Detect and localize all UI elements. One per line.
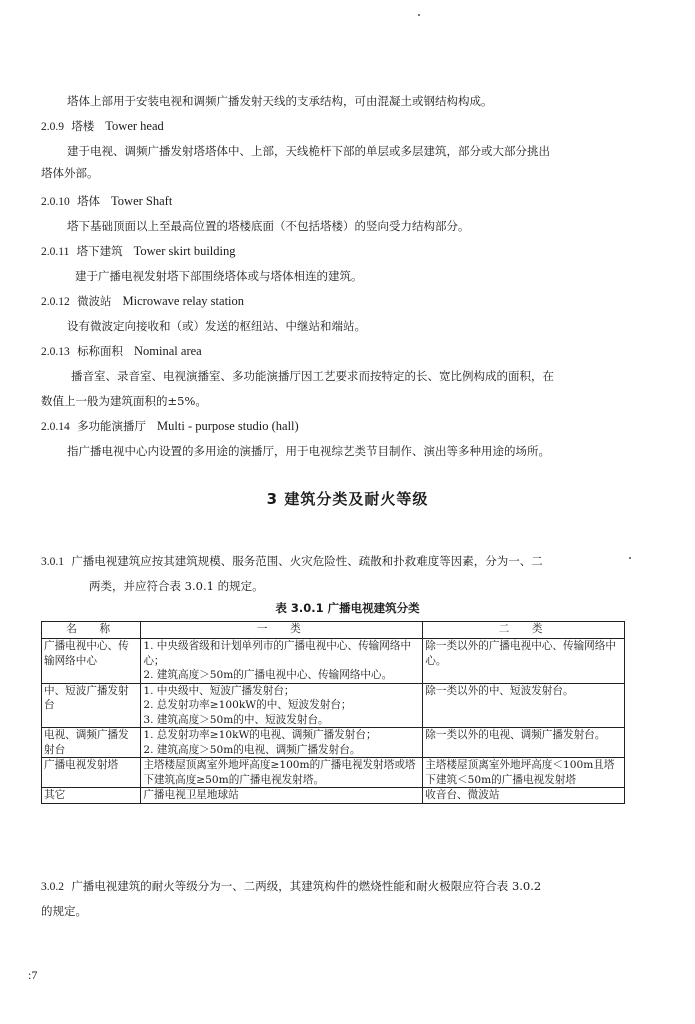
row-class-two-cell: 主塔楼屋顶离室外地坪高度＜100m且塔下建筑＜50m的广播电视发射塔 bbox=[423, 758, 625, 788]
row-name-cell: 其它 bbox=[42, 788, 141, 804]
paragraph-tower-body: 塔体上部用于安装电视和调频广播发射天线的支承结构，可由混凝土或钢结构构成。 bbox=[67, 94, 493, 108]
paragraph-multipurpose: 指广播电视中心内设置的多用途的演播厅，用于电视综艺类节目制作、演出等多种用途的场所。 bbox=[67, 444, 550, 458]
paragraph-tower-skirt: 建于广播电视发射塔下部围绕塔体或与塔体相连的建筑。 bbox=[75, 269, 363, 283]
paragraph-tower-shaft: 塔下基础顶面以上至最高位置的塔楼底面（不包括塔楼）的竖向受力结构部分。 bbox=[67, 219, 470, 233]
table-row bbox=[42, 728, 625, 758]
table-row bbox=[42, 683, 625, 728]
row-class-one-cell: 1. 中央级省级和计划单列市的广播电视中心、传输网络中心； 2. 建筑高度＞50m的广播电视中心、传输网络中心。 bbox=[141, 639, 423, 684]
row-class-two-cell: 收音台、微波站 bbox=[423, 788, 625, 804]
page-number: :7 bbox=[28, 968, 38, 982]
table-caption: 表 3.0.1 广播电视建筑分类 bbox=[275, 601, 420, 615]
row-name-cell: 中、短波广播发射台 bbox=[42, 683, 141, 728]
row-class-two-cell: 除一类以外的中、短波发射台。 bbox=[423, 683, 625, 728]
row-class-one-cell: 1. 总发射功率≥10kW的电视、调频广播发射台； 2. 建筑高度＞50m的电视、调频广播发射台。 bbox=[141, 728, 423, 758]
header-name: 名 称 bbox=[42, 622, 141, 639]
table-header-row bbox=[42, 622, 625, 639]
header-class-two: 二 类 bbox=[423, 622, 625, 639]
row-class-one-cell: 主塔楼屋顶离室外地坪高度≥100m的广播电视发射塔或塔下建筑高度≥50m的广播电视发射塔。 bbox=[141, 758, 423, 788]
table-row bbox=[42, 639, 625, 684]
row-class-two-cell: 除一类以外的电视、调频广播发射台。 bbox=[423, 728, 625, 758]
row-class-two-cell: 除一类以外的广播电视中心、传输网络中心。 bbox=[423, 639, 625, 684]
header-class-one: 一 类 bbox=[141, 622, 423, 639]
paragraph-microwave: 设有微波定向接收和（或）发送的枢纽站、中继站和端站。 bbox=[67, 319, 366, 333]
term-2-0-10: 2.0.10 塔体 Tower Shaft bbox=[41, 194, 173, 208]
row-name-cell: 电视、调频广播发射台 bbox=[42, 728, 141, 758]
classification-table bbox=[41, 621, 625, 804]
table-row bbox=[42, 758, 625, 788]
paragraph-nominal-l2: 数值上一般为建筑面积的±5%。 bbox=[41, 394, 207, 408]
scan-speck bbox=[418, 14, 420, 16]
clause-3-0-1-l1: 3.0.1 广播电视建筑应按其建筑规模、服务范围、火灾危险性、疏散和扑救难度等因素，分为一、二 bbox=[41, 554, 543, 568]
term-2-0-9: 2.0.9 塔楼 Tower head bbox=[41, 119, 164, 133]
section-heading: 3 建筑分类及耐火等级 bbox=[266, 490, 429, 508]
term-2-0-14: 2.0.14 多功能演播厅 Multi - purpose studio (hall) bbox=[41, 419, 299, 433]
term-2-0-11: 2.0.11 塔下建筑 Tower skirt building bbox=[41, 244, 236, 258]
clause-3-0-2-l2: 的规定。 bbox=[41, 904, 87, 918]
scan-speck bbox=[629, 557, 631, 559]
clause-3-0-1-l2: 两类，并应符合表 3.0.1 的规定。 bbox=[89, 579, 264, 593]
clause-3-0-2-l1: 3.0.2 广播电视建筑的耐火等级分为一、二两级，其建筑构件的燃烧性能和耐火极限应符合表 3.0.2 bbox=[41, 879, 542, 893]
paragraph-nominal-l1: 播音室、录音室、电视演播室、多功能演播厅因工艺要求而按特定的长、宽比例构成的面积，在 bbox=[71, 369, 554, 383]
paragraph-tower-head-l2: 塔体外部。 bbox=[41, 166, 99, 180]
row-name-cell: 广播电视发射塔 bbox=[42, 758, 141, 788]
row-class-one-cell: 1. 中央级中、短波广播发射台； 2. 总发射功率≥100kW的中、短波发射台； 3. 建筑高度＞50m的中、短波发射台。 bbox=[141, 683, 423, 728]
term-2-0-13: 2.0.13 标称面积 Nominal area bbox=[41, 344, 202, 358]
row-name-cell: 广播电视中心、传输网络中心 bbox=[42, 639, 141, 684]
term-2-0-12: 2.0.12 微波站 Microwave relay station bbox=[41, 294, 245, 308]
row-class-one-cell: 广播电视卫星地球站 bbox=[141, 788, 423, 804]
table-row bbox=[42, 788, 625, 804]
paragraph-tower-head-l1: 建于电视、调频广播发射塔塔体中、上部，天线桅杆下部的单层或多层建筑，部分或大部分挑出 bbox=[67, 144, 550, 158]
